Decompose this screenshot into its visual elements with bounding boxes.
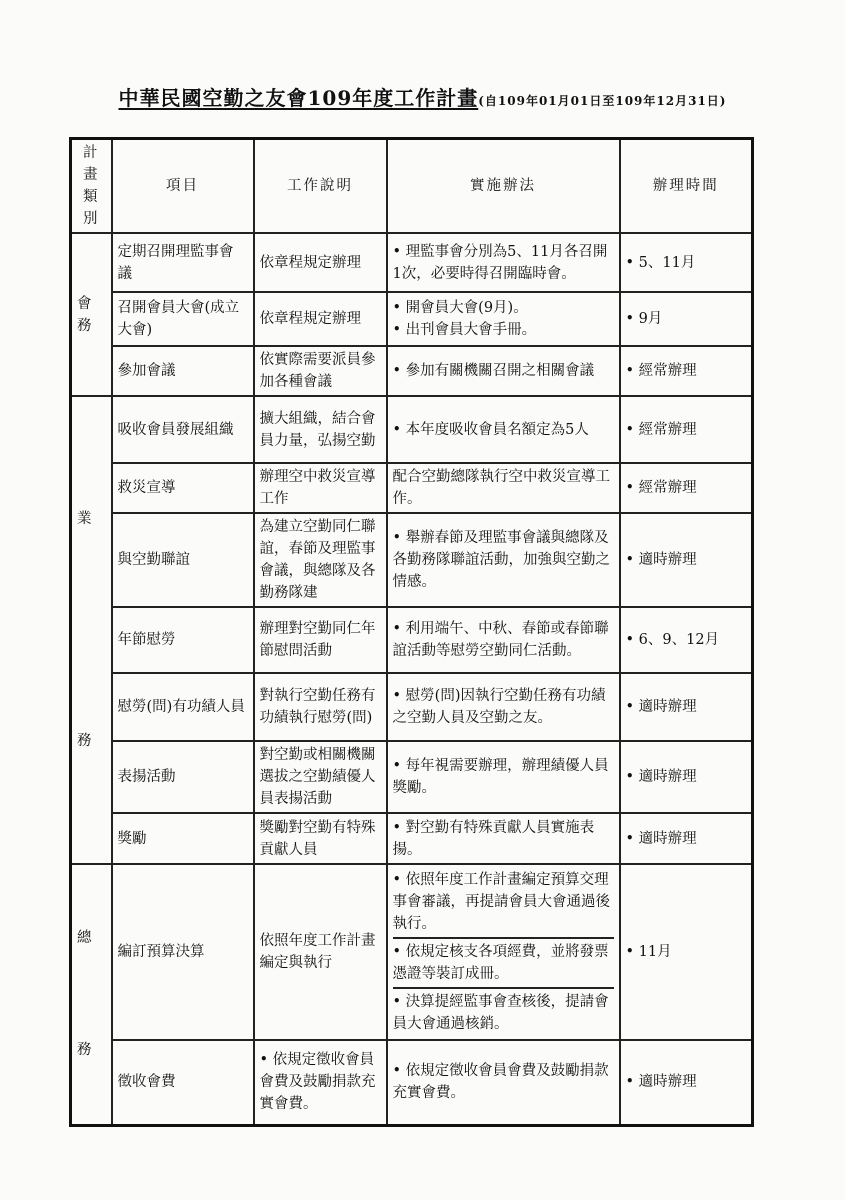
time-cell: • 適時辦理: [620, 1040, 753, 1125]
document-title: [0, 82, 845, 111]
time-cell: • 6、9、12月: [620, 607, 753, 673]
title-date-range: (自109年01月01日至109年12月31日): [478, 94, 727, 108]
method-cell: [387, 864, 620, 1040]
method-bullet: • 本年度吸收會員名額定為5人: [393, 419, 614, 441]
method-cell: [387, 813, 620, 864]
work-plan-table: [69, 137, 754, 1127]
method-cell: [387, 346, 620, 396]
table-row: [71, 463, 753, 513]
table-row: [71, 396, 753, 463]
table-row: [71, 741, 753, 813]
time-cell: • 適時辦理: [620, 813, 753, 864]
time-cell: • 11月: [620, 864, 753, 1040]
description-cell: 擴大組織，結合會員力量，弘揚空勤: [254, 396, 387, 463]
method-bullet: • 參加有關機關召開之相關會議: [393, 360, 614, 382]
method-cell: [387, 673, 620, 741]
method-bullet: • 依規定徵收會員會費及鼓勵捐款充實會費。: [393, 1060, 614, 1104]
method-bullet: • 對空勤有特殊貢獻人員實施表揚。: [393, 817, 614, 861]
time-cell: • 適時辦理: [620, 513, 753, 607]
description-cell: 對執行空勤任務有功績執行慰勞(問): [254, 673, 387, 741]
description-cell: • 依規定徵收會員會費及鼓勵捐款充實會費。: [254, 1040, 387, 1125]
header-method: 實施辦法: [387, 139, 620, 234]
method-bullet: • 依照年度工作計畫編定預算交理事會審議，再提請會員大會通過後執行。: [393, 867, 614, 939]
item-cell: 召開會員大會(成立大會): [112, 292, 254, 346]
time-cell: • 9月: [620, 292, 753, 346]
method-cell: [387, 292, 620, 346]
time-cell: • 5、11月: [620, 233, 753, 292]
table-row: [71, 513, 753, 607]
method-bullet: • 利用端午、中秋、春節或春節聯誼活動等慰勞空勤同仁活動。: [393, 618, 614, 662]
item-cell: 救災宣導: [112, 463, 254, 513]
method-cell: 配合空勤總隊執行空中救災宣導工作。: [387, 463, 620, 513]
table-row: [71, 607, 753, 673]
item-cell: 獎勵: [112, 813, 254, 864]
table-row: [71, 292, 753, 346]
item-cell: 表揚活動: [112, 741, 254, 813]
item-cell: 編訂預算決算: [112, 864, 254, 1040]
category-yewu: 業 務: [71, 396, 112, 864]
description-cell: 依照年度工作計畫編定與執行: [254, 864, 387, 1040]
method-cell: [387, 513, 620, 607]
method-bullet: • 慰勞(問)因執行空勤任務有功績之空勤人員及空勤之友。: [393, 685, 614, 729]
method-cell: [387, 1040, 620, 1125]
method-cell: [387, 741, 620, 813]
table-row: [71, 1040, 753, 1125]
table-row: [71, 346, 753, 396]
method-cell: [387, 233, 620, 292]
description-cell: 依章程規定辦理: [254, 292, 387, 346]
time-cell: • 經常辦理: [620, 463, 753, 513]
header-description: 工作說明: [254, 139, 387, 234]
method-cell: [387, 396, 620, 463]
category-huiwu: 會 務: [71, 233, 112, 396]
method-bullet: • 出刊會員大會手冊。: [393, 319, 614, 341]
header-row: [71, 139, 753, 234]
table-row: [71, 813, 753, 864]
time-cell: • 適時辦理: [620, 741, 753, 813]
item-cell: 吸收會員發展組織: [112, 396, 254, 463]
description-cell: 辦理對空勤同仁年節慰問活動: [254, 607, 387, 673]
table-row: [71, 864, 753, 1040]
item-cell: 定期召開理監事會議: [112, 233, 254, 292]
method-bullet: • 每年視需要辦理，辦理績優人員獎勵。: [393, 755, 614, 799]
header-item: 項目: [112, 139, 254, 234]
time-cell: • 經常辦理: [620, 346, 753, 396]
time-cell: • 經常辦理: [620, 396, 753, 463]
item-cell: 年節慰勞: [112, 607, 254, 673]
method-bullet: • 決算提經監事會查核後，提請會員大會通過核銷。: [393, 989, 614, 1037]
description-cell: 辦理空中救災宣導工作: [254, 463, 387, 513]
item-cell: 徵收會費: [112, 1040, 254, 1125]
item-cell: 參加會議: [112, 346, 254, 396]
description-cell: 依實際需要派員參加各種會議: [254, 346, 387, 396]
description-cell: 獎勵對空勤有特殊貢獻人員: [254, 813, 387, 864]
category-zongwu: 總 務: [71, 864, 112, 1125]
table-row: [71, 233, 753, 292]
header-category: 計畫類別: [71, 139, 112, 234]
description-cell: 為建立空勤同仁聯誼，春節及理監事會議，與總隊及各勤務隊建: [254, 513, 387, 607]
method-bullet: • 舉辦春節及理監事會議與總隊及各勤務隊聯誼活動，加強與空勤之情感。: [393, 527, 614, 593]
table-row: [71, 673, 753, 741]
title-main: 中華民國空勤之友會109年度工作計畫: [118, 86, 479, 110]
method-cell: [387, 607, 620, 673]
description-cell: 依章程規定辦理: [254, 233, 387, 292]
time-cell: • 適時辦理: [620, 673, 753, 741]
item-cell: 慰勞(問)有功績人員: [112, 673, 254, 741]
method-bullet: • 理監事會分別為5、11月各召開1次，必要時得召開臨時會。: [393, 241, 614, 285]
method-bullet: • 依規定核支各項經費，並將發票憑證等裝訂成冊。: [393, 939, 614, 989]
item-cell: 與空勤聯誼: [112, 513, 254, 607]
header-time: 辦理時間: [620, 139, 753, 234]
method-bullet: • 開會員大會(9月)。: [393, 297, 614, 319]
description-cell: 對空勤或相關機關選拔之空勤績優人員表揚活動: [254, 741, 387, 813]
